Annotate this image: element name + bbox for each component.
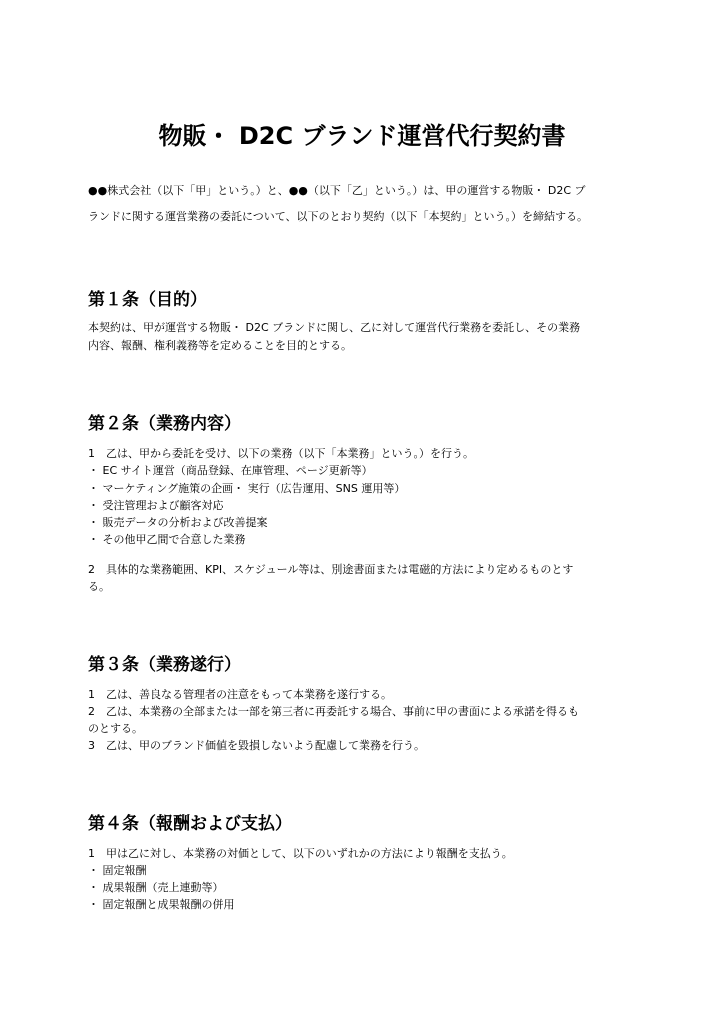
article-2-heading: 第２条（業務内容） [88,414,241,434]
article-1-line: 内容、報酬、権利義務等を定めることを目的とする。 [88,339,352,352]
article-3-line: のとする。 [88,722,143,735]
article-1-line: 本契約は、甲が運営する物販・ D2C ブランドに関し、乙に対して運営代行業務を委託し、その業務 [88,321,581,334]
article-3-line: 1 乙は、善良なる管理者の注意をもって本業務を遂行する。 [88,688,392,701]
article-4-bullet: ・ 成果報酬（売上連動等） [88,881,224,894]
document-title: 物販・ D2C ブランド運営代行契約書 [158,122,566,150]
article-4-heading: 第４条（報酬および支払） [88,814,292,834]
preamble-line: ●●株式会社（以下「甲」という。）と、●●（以下「乙」という。）は、甲の運営する物販・ D2C ブ [88,184,586,197]
article-3-heading: 第３条（業務遂行） [88,655,241,675]
article-2-line: 2 具体的な業務範囲、KPI、スケジュール等は、別途書面または電磁的方法により定めるものとす [88,563,574,576]
article-2-line: 1 乙は、甲から委託を受け、以下の業務（以下「本業務」という。）を行う。 [88,447,475,460]
article-2-bullet: ・ EC サイト運営（商品登録、在庫管理、ページ更新等） [88,464,373,477]
article-2-bullet: ・ その他甲乙間で合意した業務 [88,533,246,546]
article-3-line: 2 乙は、本業務の全部または一部を第三者に再委託する場合、事前に甲の書面による承諾を得るも [88,705,579,718]
article-1-heading: 第１条（目的） [88,290,207,310]
article-2-bullet: ・ 販売データの分析および改善提案 [88,516,268,529]
article-4-bullet: ・ 固定報酬 [88,864,147,877]
preamble-line: ランドに関する運営業務の委託について、以下のとおり契約（以下「本契約」という。）を締結する。 [88,210,589,223]
article-4-bullet: ・ 固定報酬と成果報酬の併用 [88,898,235,911]
article-2-line: る。 [88,580,110,593]
article-4-line: 1 甲は乙に対し、本業務の対価として、以下のいずれかの方法により報酬を支払う。 [88,847,513,860]
article-2-bullet: ・ マーケティング施策の企画・ 実行（広告運用、SNS 運用等） [88,482,406,495]
article-3-line: 3 乙は、甲のブランド価値を毀損しないよう配慮して業務を行う。 [88,739,425,752]
article-2-bullet: ・ 受注管理および顧客対応 [88,499,224,512]
